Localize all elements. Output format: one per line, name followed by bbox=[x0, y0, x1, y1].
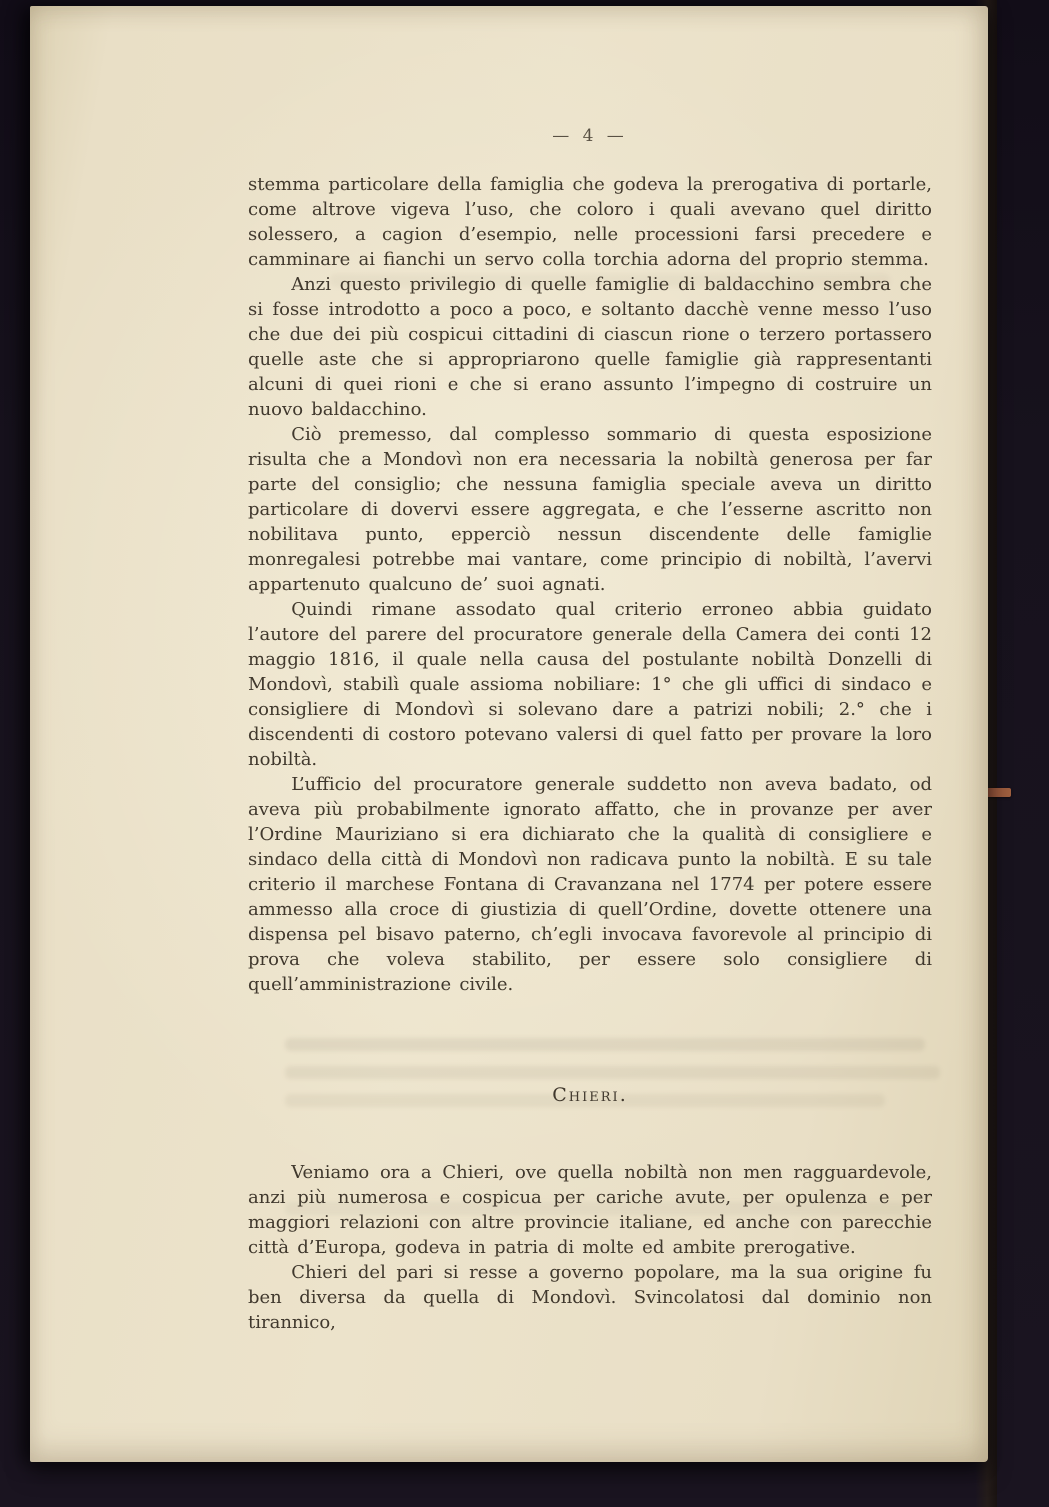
text-block bbox=[248, 172, 932, 1335]
ribbon-mark bbox=[985, 788, 1011, 797]
paragraph: Quindi rimane assodato qual criterio erroneo abbia guidato l’autore del parere del procuratore generale della Camera dei conti 12 maggio 1816, il quale nella causa del postulante nobiltà Donzelli di Mondovì, stabilì quale assioma nobiliare: 1° che gli uffici di sindaco e consigliere di Mondovì si solevano dare a patrizi nobili; 2.° che i discendenti di costoro potevano valersi di quel fatto per provare la loro nobiltà. bbox=[248, 599, 932, 770]
book-fore-edge bbox=[988, 0, 1049, 1507]
paragraph: Ciò premesso, dal complesso sommario di questa esposizione risulta che a Mondovì non era necessaria la nobiltà generosa per far parte del consiglio; che nessuna famiglia speciale aveva un diritto particolare di dovervi essere aggregata, e che l’esserne ascritto non nobilitava punto, epperciò nessun discendente delle famiglie monregalesi potrebbe mai vantare, come principio di nobiltà, l’avervi appartenuto qualcuno de’ suoi agnati. bbox=[248, 424, 932, 595]
page-number: — 4 — bbox=[552, 126, 628, 146]
paragraph: stemma particolare della famiglia che godeva la prerogativa di portarle, come altrove vigeva l’uso, che coloro i quali avevano quel diritto solessero, a cagion d’esempio, nelle processioni farsi precedere e camminare ai fianchi un servo colla torchia adorna del proprio stemma. bbox=[248, 174, 932, 270]
paragraph: Chieri del pari si resse a governo popolare, ma la sua origine fu ben diversa da quella di Mondovì. Svincolatosi dal dominio non tirannico, bbox=[248, 1262, 932, 1333]
paragraph: L’ufficio del procuratore generale suddetto non aveva badato, od aveva più probabilmente ignorato affatto, che in provanze per aver l’Ordine Mauriziano si era dichiarato che la qualità di consigliere e sindaco della città di Mondovì non radicava punto la nobiltà. E su tale criterio il marchese Fontana di Cravanzana nel 1774 per potere essere ammesso alla croce di giustizia di quell’Ordine, dovette ottenere una dispensa pel bisavo paterno, ch’egli invocava favorevole al principio di prova che voleva stabilito, per essere solo consigliere di quell’amministrazione civile. bbox=[248, 774, 932, 995]
paragraph: Anzi questo privilegio di quelle famiglie di baldacchino sembra che si fosse introdotto a poco a poco, e soltanto dacchè venne messo l’uso che due dei più cospicui cittadini di ciascun rione o terzero portassero quelle aste che si appropriarono quelle famiglie già rappresentanti alcuni di quei rioni e che si erano assunto l’impegno di costruire un nuovo baldacchino. bbox=[248, 274, 932, 420]
section-heading: Chieri. bbox=[552, 1084, 628, 1106]
paragraph: Veniamo ora a Chieri, ove quella nobiltà non men ragguardevole, anzi più numerosa e cospicua per cariche avute, per opulenza e per maggiori relazioni con altre provincie italiane, ed anche con parecchie città d’Europa, godeva in patria di molte ed ambite prerogative. bbox=[248, 1162, 932, 1258]
